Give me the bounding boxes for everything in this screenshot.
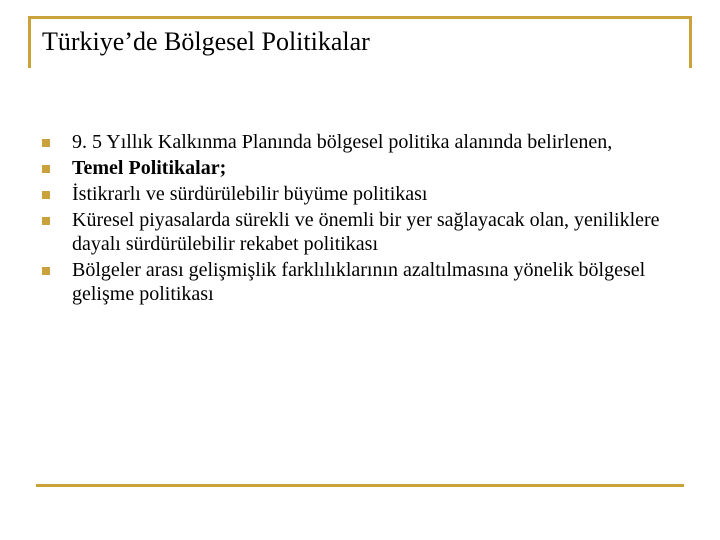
title-frame-top — [28, 16, 692, 19]
slide-title: Türkiye’de Bölgesel Politikalar — [42, 27, 370, 56]
bullet-list — [42, 130, 682, 308]
square-bullet-icon — [42, 217, 50, 225]
bullet-text: Küresel piyasalarda sürekli ve önemli bir yer sağlayacak olan, yeniliklere dayalı sürdürülebilir rekabet politikası — [72, 209, 660, 255]
bullet-item — [42, 156, 682, 180]
footer-rule — [36, 484, 684, 487]
bullet-text: İstikrarlı ve sürdürülebilir büyüme politikası — [72, 183, 428, 205]
square-bullet-icon — [42, 165, 50, 173]
bullet-item — [42, 258, 682, 306]
bullet-item — [42, 182, 682, 206]
square-bullet-icon — [42, 191, 50, 199]
bullet-text: 9. 5 Yıllık Kalkınma Planında bölgesel politika alanında belirlenen, — [72, 131, 613, 153]
title-frame-right — [689, 16, 692, 68]
bullet-item — [42, 208, 682, 256]
bullet-text: Temel Politikalar; — [72, 157, 227, 179]
title-frame-left — [28, 16, 31, 68]
square-bullet-icon — [42, 139, 50, 147]
bullet-text: Bölgeler arası gelişmişlik farklılıklarının azaltılmasına yönelik bölgesel gelişme politikası — [72, 259, 646, 305]
bullet-item — [42, 130, 682, 154]
square-bullet-icon — [42, 267, 50, 275]
